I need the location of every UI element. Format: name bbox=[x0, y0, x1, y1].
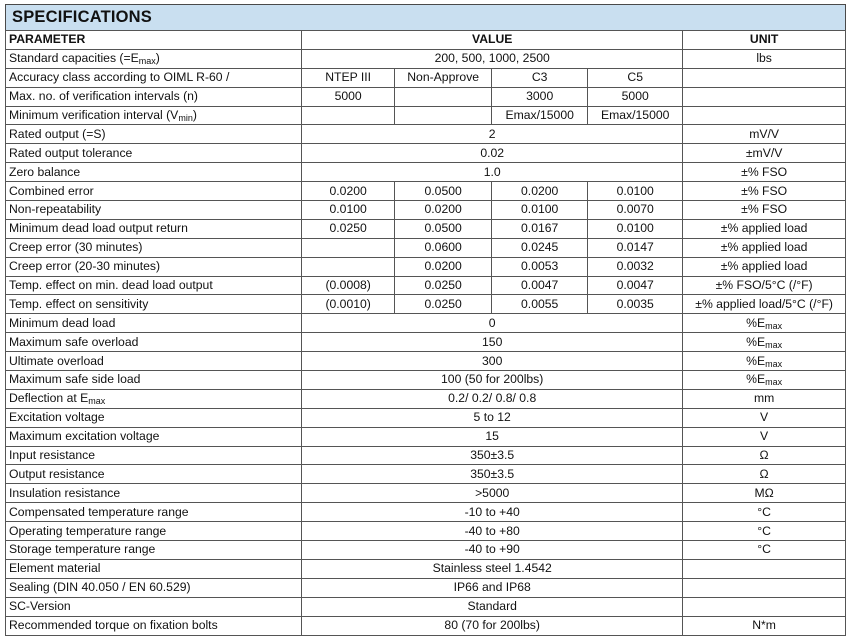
unit-text: %E bbox=[746, 353, 766, 368]
value-cell bbox=[302, 106, 395, 125]
value-cell: -40 to +90 bbox=[302, 541, 683, 560]
unit-cell bbox=[683, 559, 846, 578]
table-row bbox=[6, 182, 846, 201]
value-cell: C5 bbox=[588, 68, 683, 87]
unit-cell bbox=[683, 578, 846, 597]
parameter-cell bbox=[6, 484, 302, 503]
table-row bbox=[6, 238, 846, 257]
parameter-text: Temp. effect on min. dead load output bbox=[9, 278, 213, 293]
table-row bbox=[6, 559, 846, 578]
value-cell: >5000 bbox=[302, 484, 683, 503]
unit-cell bbox=[683, 125, 846, 144]
unit-text: %E bbox=[746, 334, 766, 349]
unit-text: Ω bbox=[759, 466, 769, 481]
value-cell: 0.0100 bbox=[588, 182, 683, 201]
unit-cell bbox=[683, 276, 846, 295]
parameter-cell bbox=[6, 616, 302, 635]
parameter-text: Input resistance bbox=[9, 448, 96, 463]
parameter-cell bbox=[6, 371, 302, 390]
parameter-text: Rated output (=S) bbox=[9, 126, 106, 141]
unit-text: ±% applied load/5°C (/°F) bbox=[695, 296, 833, 311]
unit-cell bbox=[683, 257, 846, 276]
unit-subscript: max bbox=[765, 377, 783, 388]
parameter-text: Accuracy class according to OIML R-60 / bbox=[9, 70, 230, 85]
parameter-text: Compensated temperature range bbox=[9, 504, 189, 519]
unit-text: °C bbox=[757, 523, 771, 538]
table-row bbox=[6, 201, 846, 220]
table-row bbox=[6, 314, 846, 333]
value-cell: 80 (70 for 200lbs) bbox=[302, 616, 683, 635]
table-row bbox=[6, 106, 846, 125]
value-cell: 5 to 12 bbox=[302, 408, 683, 427]
parameter-text: Combined error bbox=[9, 183, 94, 198]
parameter-cell bbox=[6, 503, 302, 522]
parameter-cell bbox=[6, 333, 302, 352]
value-cell: 200, 500, 1000, 2500 bbox=[302, 49, 683, 68]
unit-text: V bbox=[760, 429, 769, 444]
unit-subscript: max bbox=[765, 320, 783, 331]
parameter-cell bbox=[6, 238, 302, 257]
parameter-cell bbox=[6, 219, 302, 238]
parameter-text: Minimum dead load bbox=[9, 315, 116, 330]
unit-cell bbox=[683, 408, 846, 427]
parameter-cell bbox=[6, 106, 302, 125]
parameter-cell bbox=[6, 163, 302, 182]
value-cell: 3000 bbox=[492, 87, 588, 106]
unit-cell bbox=[683, 314, 846, 333]
unit-cell bbox=[683, 389, 846, 408]
value-cell: Standard bbox=[302, 597, 683, 616]
parameter-subscript: max bbox=[138, 56, 156, 67]
value-cell: 300 bbox=[302, 352, 683, 371]
unit-cell bbox=[683, 522, 846, 541]
parameter-cell bbox=[6, 125, 302, 144]
table-row bbox=[6, 125, 846, 144]
parameter-cell bbox=[6, 522, 302, 541]
unit-cell bbox=[683, 106, 846, 125]
section-title: SPECIFICATIONS bbox=[5, 4, 846, 30]
header-value: VALUE bbox=[302, 31, 683, 50]
parameter-text: Creep error (20-30 minutes) bbox=[9, 259, 161, 274]
value-cell: 0.0200 bbox=[302, 182, 395, 201]
value-cell: C3 bbox=[492, 68, 588, 87]
value-cell: 0.0055 bbox=[492, 295, 588, 314]
unit-cell bbox=[683, 333, 846, 352]
value-cell: NTEP III bbox=[302, 68, 395, 87]
unit-cell bbox=[683, 144, 846, 163]
value-cell: 0.0200 bbox=[492, 182, 588, 201]
table-row bbox=[6, 257, 846, 276]
parameter-text: Excitation voltage bbox=[9, 410, 105, 425]
unit-cell bbox=[683, 87, 846, 106]
parameter-cell bbox=[6, 49, 302, 68]
parameter-tail: ) bbox=[155, 51, 160, 66]
parameter-tail: ) bbox=[192, 108, 197, 122]
unit-cell bbox=[683, 68, 846, 87]
value-cell: 0.0250 bbox=[395, 276, 492, 295]
unit-text: V bbox=[760, 410, 769, 425]
parameter-cell bbox=[6, 182, 302, 201]
value-cell: IP66 and IP68 bbox=[302, 578, 683, 597]
unit-text: ±% FSO/5°C (/°F) bbox=[715, 278, 813, 293]
table-row bbox=[6, 541, 846, 560]
unit-text: mm bbox=[753, 391, 775, 406]
specifications-sheet bbox=[5, 4, 846, 636]
parameter-text: Minimum verification interval (V bbox=[9, 108, 179, 122]
value-cell: 100 (50 for 200lbs) bbox=[302, 371, 683, 390]
table-row bbox=[6, 597, 846, 616]
unit-cell bbox=[683, 541, 846, 560]
parameter-cell bbox=[6, 352, 302, 371]
parameter-text: Maximum safe overload bbox=[9, 334, 139, 349]
parameter-cell bbox=[6, 408, 302, 427]
parameter-cell bbox=[6, 257, 302, 276]
value-cell: (0.0010) bbox=[302, 295, 395, 314]
value-cell: 15 bbox=[302, 427, 683, 446]
unit-cell bbox=[683, 446, 846, 465]
parameter-cell bbox=[6, 295, 302, 314]
unit-cell bbox=[683, 201, 846, 220]
value-cell: 0.0600 bbox=[395, 238, 492, 257]
parameter-cell bbox=[6, 87, 302, 106]
parameter-text: Output resistance bbox=[9, 466, 105, 481]
parameter-text: Standard capacities (=E bbox=[9, 51, 139, 66]
value-cell: 5000 bbox=[588, 87, 683, 106]
unit-text: MΩ bbox=[754, 485, 774, 500]
parameter-subscript: max bbox=[88, 396, 106, 407]
value-cell: Emax/15000 bbox=[492, 106, 588, 125]
parameter-text: Rated output tolerance bbox=[9, 145, 133, 160]
parameter-cell bbox=[6, 144, 302, 163]
unit-text: lbs bbox=[756, 51, 772, 66]
parameter-cell bbox=[6, 559, 302, 578]
parameter-text: Minimum dead load output return bbox=[9, 221, 188, 236]
value-cell bbox=[302, 238, 395, 257]
value-cell: Stainless steel 1.4542 bbox=[302, 559, 683, 578]
unit-text: ±% applied load bbox=[720, 221, 808, 236]
table-row bbox=[6, 522, 846, 541]
value-cell: 0.0500 bbox=[395, 182, 492, 201]
value-cell: 1.0 bbox=[302, 163, 683, 182]
parameter-cell bbox=[6, 465, 302, 484]
table-row bbox=[6, 219, 846, 238]
table-row bbox=[6, 484, 846, 503]
parameter-text: Ultimate overload bbox=[9, 353, 104, 368]
parameter-text: Temp. effect on sensitivity bbox=[9, 296, 149, 311]
parameter-cell bbox=[6, 389, 302, 408]
parameter-cell bbox=[6, 314, 302, 333]
value-cell bbox=[302, 257, 395, 276]
unit-cell bbox=[683, 503, 846, 522]
parameter-text: Insulation resistance bbox=[9, 485, 121, 500]
table-row bbox=[6, 87, 846, 106]
value-cell: (0.0008) bbox=[302, 276, 395, 295]
table-row bbox=[6, 427, 846, 446]
unit-text: Ω bbox=[759, 448, 769, 463]
header-row bbox=[6, 31, 846, 50]
parameter-cell bbox=[6, 597, 302, 616]
unit-cell bbox=[683, 484, 846, 503]
table-row bbox=[6, 352, 846, 371]
value-cell: 0.0070 bbox=[588, 201, 683, 220]
value-cell: 0.0047 bbox=[588, 276, 683, 295]
table-row bbox=[6, 389, 846, 408]
value-cell: 0.0100 bbox=[588, 219, 683, 238]
value-cell: 0.2/ 0.2/ 0.8/ 0.8 bbox=[302, 389, 683, 408]
parameter-text: Sealing (DIN 40.050 / EN 60.529) bbox=[9, 580, 191, 595]
unit-cell bbox=[683, 182, 846, 201]
parameter-text: SC-Version bbox=[9, 599, 71, 614]
unit-text: ±% applied load bbox=[720, 240, 808, 255]
parameter-text: Storage temperature range bbox=[9, 542, 156, 557]
parameter-cell bbox=[6, 68, 302, 87]
value-cell: 0.0245 bbox=[492, 238, 588, 257]
parameter-cell bbox=[6, 541, 302, 560]
value-cell: 0.0032 bbox=[588, 257, 683, 276]
value-cell bbox=[395, 106, 492, 125]
table-row bbox=[6, 333, 846, 352]
value-cell: 0.02 bbox=[302, 144, 683, 163]
parameter-text: Deflection at E bbox=[9, 391, 89, 406]
unit-text: %E bbox=[746, 315, 766, 330]
value-cell: 150 bbox=[302, 333, 683, 352]
unit-cell bbox=[683, 219, 846, 238]
parameter-text: Non-repeatability bbox=[9, 202, 102, 217]
value-cell: 0.0250 bbox=[395, 295, 492, 314]
parameter-cell bbox=[6, 276, 302, 295]
unit-cell bbox=[683, 163, 846, 182]
unit-text: mV/V bbox=[749, 126, 779, 141]
value-cell bbox=[395, 87, 492, 106]
parameter-text: Zero balance bbox=[9, 164, 81, 179]
unit-cell bbox=[683, 465, 846, 484]
parameter-cell bbox=[6, 578, 302, 597]
table-row bbox=[6, 503, 846, 522]
unit-text: °C bbox=[757, 542, 771, 557]
value-cell: 0.0147 bbox=[588, 238, 683, 257]
unit-cell bbox=[683, 427, 846, 446]
value-cell: 0.0100 bbox=[302, 201, 395, 220]
value-cell: 0.0200 bbox=[395, 257, 492, 276]
specifications-table bbox=[5, 30, 846, 636]
value-cell: -40 to +80 bbox=[302, 522, 683, 541]
unit-cell bbox=[683, 49, 846, 68]
parameter-cell bbox=[6, 201, 302, 220]
parameter-text: Maximum excitation voltage bbox=[9, 429, 160, 444]
table-row bbox=[6, 446, 846, 465]
unit-text: %E bbox=[746, 372, 766, 387]
parameter-text: Max. no. of verification intervals (n) bbox=[9, 89, 198, 104]
value-cell: 0.0500 bbox=[395, 219, 492, 238]
table-row bbox=[6, 578, 846, 597]
header-parameter: PARAMETER bbox=[6, 31, 302, 50]
unit-text: ±% applied load bbox=[720, 259, 808, 274]
value-cell: 0.0035 bbox=[588, 295, 683, 314]
unit-text: ±% FSO bbox=[741, 183, 788, 198]
value-cell: Emax/15000 bbox=[588, 106, 683, 125]
value-cell: -10 to +40 bbox=[302, 503, 683, 522]
value-cell: 0.0200 bbox=[395, 201, 492, 220]
parameter-text: Operating temperature range bbox=[9, 523, 167, 538]
table-row bbox=[6, 276, 846, 295]
parameter-cell bbox=[6, 446, 302, 465]
value-cell: 350±3.5 bbox=[302, 465, 683, 484]
value-cell: 2 bbox=[302, 125, 683, 144]
table-row bbox=[6, 465, 846, 484]
unit-subscript: max bbox=[765, 358, 783, 369]
value-cell: 0.0250 bbox=[302, 219, 395, 238]
unit-cell bbox=[683, 295, 846, 314]
value-cell: 5000 bbox=[302, 87, 395, 106]
unit-text: ±mV/V bbox=[745, 145, 783, 160]
table-row bbox=[6, 295, 846, 314]
parameter-subscript: min bbox=[178, 113, 193, 123]
value-cell: 0.0047 bbox=[492, 276, 588, 295]
unit-cell bbox=[683, 238, 846, 257]
unit-subscript: max bbox=[765, 339, 783, 350]
unit-cell bbox=[683, 616, 846, 635]
unit-cell bbox=[683, 371, 846, 390]
value-cell: 350±3.5 bbox=[302, 446, 683, 465]
unit-cell bbox=[683, 352, 846, 371]
table-row bbox=[6, 49, 846, 68]
value-cell: 0.0053 bbox=[492, 257, 588, 276]
unit-cell bbox=[683, 597, 846, 616]
parameter-text: Recommended torque on fixation bolts bbox=[9, 618, 218, 633]
value-cell: 0.0100 bbox=[492, 201, 588, 220]
header-unit: UNIT bbox=[683, 31, 846, 50]
table-row bbox=[6, 163, 846, 182]
parameter-text: Maximum safe side load bbox=[9, 372, 141, 387]
table-row bbox=[6, 371, 846, 390]
unit-text: ±% FSO bbox=[741, 164, 788, 179]
table-row bbox=[6, 408, 846, 427]
table-row bbox=[6, 144, 846, 163]
unit-text: °C bbox=[757, 504, 771, 519]
table-row bbox=[6, 616, 846, 635]
unit-text: N*m bbox=[752, 618, 776, 633]
value-cell: Non-Approve bbox=[395, 68, 492, 87]
value-cell: 0 bbox=[302, 314, 683, 333]
table-row bbox=[6, 68, 846, 87]
parameter-text: Element material bbox=[9, 561, 101, 576]
value-cell: 0.0167 bbox=[492, 219, 588, 238]
parameter-text: Creep error (30 minutes) bbox=[9, 240, 143, 255]
unit-text: ±% FSO bbox=[741, 202, 788, 217]
parameter-cell bbox=[6, 427, 302, 446]
